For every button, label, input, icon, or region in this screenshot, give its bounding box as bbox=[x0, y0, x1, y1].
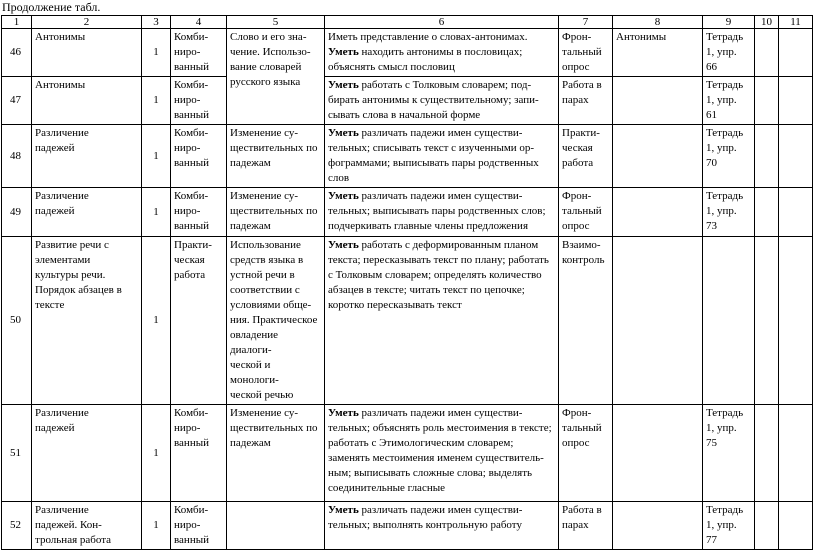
header-cell: 1 bbox=[2, 16, 32, 29]
header-cell: 5 bbox=[227, 16, 325, 29]
lesson-type: Практи- ческая работа bbox=[171, 237, 227, 405]
lesson-control: Практи- ческая работа bbox=[559, 125, 613, 188]
lesson-homework: Тетрадь 1, упр. 77 bbox=[703, 502, 755, 550]
lesson-number: 52 bbox=[2, 502, 32, 550]
lesson-requirements: Уметь работать с деформированным планом текста; пересказывать текст по плану; работать с Толковым словарем; определять количество абзацев в тексте; читать текст по цепочке; коротко пересказывать текст bbox=[325, 237, 559, 405]
lesson-vocabulary bbox=[613, 405, 703, 502]
lesson-type: Комби- ниро- ванный bbox=[171, 125, 227, 188]
header-cell: 11 bbox=[779, 16, 813, 29]
table-row bbox=[2, 405, 813, 502]
lesson-col10 bbox=[755, 502, 779, 550]
lesson-control: Фрон- тальный опрос bbox=[559, 188, 613, 237]
lesson-type: Комби- ниро- ванный bbox=[171, 188, 227, 237]
lesson-hours: 1 bbox=[142, 405, 171, 502]
lesson-homework bbox=[703, 237, 755, 405]
lesson-topic: Развитие речи с элементами культуры речи. Порядок абзацев в тексте bbox=[32, 237, 142, 405]
lesson-requirements: Уметь различать падежи имен существи- тельных; выполнять контрольную работу bbox=[325, 502, 559, 550]
lesson-type: Комби- ниро- ванный bbox=[171, 405, 227, 502]
lesson-col11 bbox=[779, 29, 813, 77]
lesson-homework: Тетрадь 1, упр. 73 bbox=[703, 188, 755, 237]
lesson-hours: 1 bbox=[142, 29, 171, 77]
lesson-requirements: Уметь различать падежи имен существи- тельных; списывать текст с изученными ор- фограммами; выписывать пары родственных слов bbox=[325, 125, 559, 188]
header-cell: 2 bbox=[32, 16, 142, 29]
lesson-col11 bbox=[779, 405, 813, 502]
lesson-type: Комби- ниро- ванный bbox=[171, 77, 227, 125]
lesson-col11 bbox=[779, 237, 813, 405]
lesson-vocabulary bbox=[613, 237, 703, 405]
lesson-col10 bbox=[755, 125, 779, 188]
table-row bbox=[2, 125, 813, 188]
lesson-vocabulary: Антонимы bbox=[613, 29, 703, 77]
lesson-control: Работа в парах bbox=[559, 502, 613, 550]
lesson-control: Взаимо- контроль bbox=[559, 237, 613, 405]
table-row bbox=[2, 77, 813, 125]
lesson-elements: Изменение су- ществительных по падежам bbox=[227, 125, 325, 188]
header-cell: 8 bbox=[613, 16, 703, 29]
lesson-vocabulary bbox=[613, 188, 703, 237]
lesson-topic: Антонимы bbox=[32, 77, 142, 125]
lesson-col10 bbox=[755, 405, 779, 502]
lesson-topic: Антонимы bbox=[32, 29, 142, 77]
table-row bbox=[2, 237, 813, 405]
lesson-hours: 1 bbox=[142, 77, 171, 125]
lesson-topic: Различение падежей. Кон- трольная работа bbox=[32, 502, 142, 550]
lesson-number: 51 bbox=[2, 405, 32, 502]
lesson-vocabulary bbox=[613, 502, 703, 550]
lesson-col10 bbox=[755, 29, 779, 77]
lesson-requirements: Уметь различать падежи имен существи- тельных; выписывать пары родственных слов; подчеркивать главные члены предложения bbox=[325, 188, 559, 237]
lesson-col10 bbox=[755, 188, 779, 237]
lesson-homework: Тетрадь 1, упр. 75 bbox=[703, 405, 755, 502]
lesson-number: 50 bbox=[2, 237, 32, 405]
lesson-control: Работа в парах bbox=[559, 77, 613, 125]
lesson-topic: Различение падежей bbox=[32, 188, 142, 237]
lesson-control: Фрон- тальный опрос bbox=[559, 405, 613, 502]
header-cell: 3 bbox=[142, 16, 171, 29]
lesson-number: 49 bbox=[2, 188, 32, 237]
lesson-col11 bbox=[779, 125, 813, 188]
lesson-vocabulary bbox=[613, 125, 703, 188]
lesson-col11 bbox=[779, 77, 813, 125]
lesson-col11 bbox=[779, 502, 813, 550]
table-row bbox=[2, 188, 813, 237]
header-cell: 10 bbox=[755, 16, 779, 29]
lesson-homework: Тетрадь 1, упр. 66 bbox=[703, 29, 755, 77]
lesson-elements: Изменение су- ществительных по падежам bbox=[227, 188, 325, 237]
lesson-elements: Слово и его зна- чение. Использо- вание словарей русского языка bbox=[227, 29, 325, 125]
lesson-topic: Различение падежей bbox=[32, 405, 142, 502]
lesson-col11 bbox=[779, 188, 813, 237]
lesson-type: Комби- ниро- ванный bbox=[171, 29, 227, 77]
lesson-elements: Использование средств языка в устной речи в соответствии с условиями обще- ния. Практическое овладение диалоги- ческой и монологи- ческой речью bbox=[227, 237, 325, 405]
lesson-requirements: Уметь различать падежи имен существи- тельных; объяснять роль местоимения в тексте; работать с Этимологическим словарем; заменять местоимения именем существитель- ным; выписывать сложные слова; выделять соединительные гласные bbox=[325, 405, 559, 502]
lesson-homework: Тетрадь 1, упр. 70 bbox=[703, 125, 755, 188]
lesson-elements: Изменение су- ществительных по падежам bbox=[227, 405, 325, 502]
lesson-elements bbox=[227, 502, 325, 550]
lesson-vocabulary bbox=[613, 77, 703, 125]
lesson-plan-table bbox=[1, 15, 813, 550]
lesson-number: 46 bbox=[2, 29, 32, 77]
lesson-requirements: Иметь представление о словах-антонимах. Уметь находить антонимы в пословицах; объяснять смысл пословиц bbox=[325, 29, 559, 77]
table-row bbox=[2, 29, 813, 77]
lesson-type: Комби- ниро- ванный bbox=[171, 502, 227, 550]
table-caption: Продолжение табл. bbox=[2, 0, 101, 14]
lesson-col10 bbox=[755, 237, 779, 405]
header-row bbox=[2, 16, 813, 29]
lesson-hours: 1 bbox=[142, 188, 171, 237]
lesson-topic: Различение падежей bbox=[32, 125, 142, 188]
lesson-number: 47 bbox=[2, 77, 32, 125]
header-cell: 4 bbox=[171, 16, 227, 29]
lesson-hours: 1 bbox=[142, 125, 171, 188]
lesson-control: Фрон- тальный опрос bbox=[559, 29, 613, 77]
lesson-col10 bbox=[755, 77, 779, 125]
lesson-homework: Тетрадь 1, упр. 61 bbox=[703, 77, 755, 125]
table-row bbox=[2, 502, 813, 550]
header-cell: 7 bbox=[559, 16, 613, 29]
lesson-number: 48 bbox=[2, 125, 32, 188]
lesson-requirements: Уметь работать с Толковым словарем; под- бирать антонимы к существительному; запи- сывать слова в начальной форме bbox=[325, 77, 559, 125]
header-cell: 9 bbox=[703, 16, 755, 29]
header-cell: 6 bbox=[325, 16, 559, 29]
lesson-hours: 1 bbox=[142, 502, 171, 550]
lesson-hours: 1 bbox=[142, 237, 171, 405]
